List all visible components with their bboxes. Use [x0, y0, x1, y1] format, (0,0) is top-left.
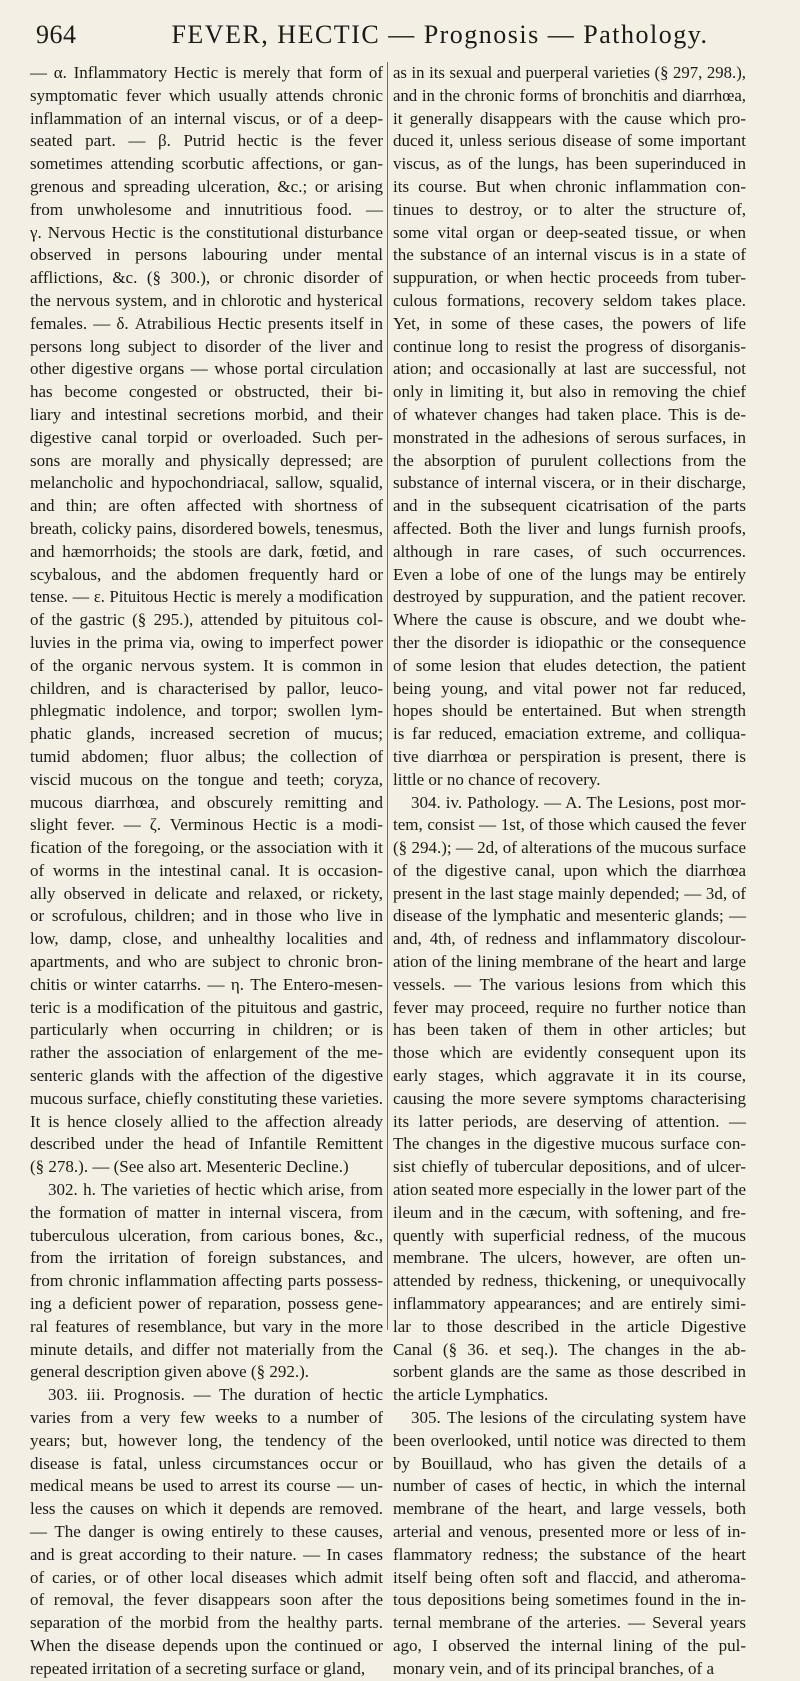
text-line: by Bouillaud, who has given the details of a	[393, 1453, 746, 1473]
text-line: viscid mucous on the tongue and teeth; coryza,	[30, 769, 383, 789]
text-line: females. — δ. Atrabilious Hectic presents itself in	[30, 313, 383, 333]
text-line: the formation of matter in internal viscera, from	[30, 1202, 383, 1222]
text-line: present in the last stage mainly depended; — 3d, of	[393, 883, 746, 903]
text-line: Yet, in some of these cases, the powers of life	[393, 313, 746, 333]
text-line: inflammatory appearances; and are entirely simi-	[393, 1294, 746, 1314]
text-line: symptomatic fever which usually attends chronic	[30, 85, 383, 105]
text-line: minute details, and differ not materially from the	[30, 1339, 383, 1359]
text-line: teric is a modification of the pituitous and gastric,	[30, 997, 383, 1017]
text-line: some vital organ or deep-seated tissue, or when	[393, 222, 746, 242]
text-line: as in its sexual and puerperal varieties (§ 297, 298.),	[393, 63, 746, 82]
text-line: and, 4th, of redness and inflammatory discolour-	[393, 929, 746, 949]
text-line: inflammation of an internal viscus, or of a deep-	[30, 108, 383, 128]
text-line: Canal (§ 36. et seq.). The changes in the ab-	[393, 1339, 746, 1359]
right-text-column	[393, 62, 746, 1678]
text-line: fever may proceed, require no further notice than	[393, 997, 746, 1017]
text-line: breath, colicky pains, disordered bowels, tenesmus,	[30, 518, 383, 538]
text-line: The changes in the digestive mucous surface con-	[393, 1134, 746, 1154]
text-line: persons long subject to disorder of the liver and	[30, 336, 383, 356]
text-line: ther the disorder is idiopathic or the consequence	[393, 632, 746, 652]
text-line: repeated irritation of a secreting surface or gland,	[30, 1658, 366, 1678]
text-line: seated part. — β. Putrid hectic is the fever	[30, 131, 383, 151]
text-line: Even a lobe of one of the lungs may be entirely	[393, 564, 746, 584]
text-line: flammatory redness; the substance of the heart	[393, 1544, 746, 1564]
text-line: apartments, and who are subject to chronic bron-	[30, 952, 383, 972]
text-line: little or no chance of recovery.	[393, 769, 601, 789]
text-line: separation of the morbid from the healthy parts.	[30, 1613, 383, 1633]
text-line: low, damp, close, and unhealthy localities and	[30, 929, 383, 949]
text-line: the absorption of purulent collections from the	[393, 450, 746, 470]
text-line: tense. — ε. Pituitous Hectic is merely a modification	[30, 587, 383, 607]
text-line: sist chiefly of tubercular depositions, and of ulcer-	[393, 1157, 746, 1177]
text-line: (§ 278.). — (See also art. Mesenteric Decline.)	[30, 1157, 349, 1177]
text-line: of the organic nervous system. It is common in	[30, 655, 383, 675]
text-line: disease is fatal, unless circumstances occur or	[30, 1453, 383, 1473]
text-line: mucous diarrhœa, and obscurely remitting and	[30, 792, 383, 812]
text-line: liary and intestinal secretions morbid, and their	[30, 404, 383, 424]
text-line: years; but, however long, the tendency of the	[30, 1430, 383, 1450]
text-line: varies from a very few weeks to a number of	[30, 1408, 383, 1428]
text-line: disease of the lymphatic and mesenteric glands; —	[393, 906, 746, 926]
text-line: has become congested or obstructed, their bi-	[30, 382, 383, 402]
text-line: of whatever changes had taken place. This is de-	[393, 404, 746, 424]
text-line: ileum and in the cæcum, with softening, and fre-	[393, 1202, 746, 1222]
text-line: membrane. The ulcers, however, are often un-	[393, 1248, 746, 1268]
text-line: other digestive organs — whose portal circulation	[30, 359, 383, 379]
text-line: the nervous system, and in chlorotic and hysterical	[30, 290, 383, 310]
text-line: phlegmatic indolence, and torpor; swollen lym-	[30, 701, 383, 721]
text-line: of removal, the fever disappears soon after the	[30, 1590, 383, 1610]
text-line: fication of the foregoing, or the association with it	[30, 838, 383, 858]
text-line: vessels. — The various lesions from which this	[393, 974, 746, 994]
text-line: tinues to destroy, or to alter the structure of,	[393, 199, 746, 219]
text-line: tem, consist — 1st, of those which caused the fever	[393, 815, 746, 835]
page-number: 964	[36, 20, 77, 49]
text-line: from the irritation of foreign substances, and	[30, 1248, 383, 1268]
text-line: ation seated more especially in the lower part of the	[393, 1180, 746, 1200]
text-line: sorbent glands are the same as those described in	[393, 1362, 746, 1382]
text-line: arterial and venous, presented more or less of in-	[393, 1522, 746, 1541]
text-line: those which are evidently consequent upon its	[393, 1043, 746, 1063]
text-line: hopes should be entertained. But when strength	[393, 701, 746, 721]
text-line: of the digestive canal, upon which the diarrhœa	[393, 860, 746, 880]
text-line: luvies in the prima via, owing to imperfect power	[30, 632, 383, 652]
text-line: — α. Inflammatory Hectic is merely that form of	[30, 63, 383, 82]
text-line: ago, I observed the internal lining of the pul-	[393, 1635, 746, 1655]
text-line: although in rare cases, of such occurrences.	[393, 541, 746, 561]
text-line: afflictions, &c. (§ 300.), or chronic disorder of	[30, 268, 383, 288]
text-line: tive diarrhœa or perspiration is present, there is	[393, 746, 746, 766]
page-header	[36, 20, 776, 54]
text-line: tous depositions being sometimes found in the in-	[393, 1590, 746, 1610]
text-line: it generally disappears with the cause which pro-	[393, 108, 746, 128]
text-line: the article Lymphatics.	[393, 1385, 549, 1405]
text-line: It is hence closely allied to the affection already	[30, 1111, 383, 1131]
text-line: grenous and spreading ulceration, &c.; or arising	[30, 176, 383, 196]
text-line: melancholic and hypochondriacal, sallow, squalid,	[30, 473, 383, 493]
text-line: When the disease depends upon the continued or	[30, 1635, 383, 1655]
text-line: sometimes attending scorbutic affections, or gan-	[30, 154, 383, 174]
text-line: itself being often soft and flaccid, and atheroma-	[393, 1567, 746, 1587]
text-line: and in the subsequent cicatrisation of the parts	[393, 496, 746, 516]
text-line: chitis or winter catarrhs. — η. The Entero-mesen-	[30, 974, 383, 994]
text-line: from chronic inflammation affecting parts possess-	[30, 1271, 383, 1291]
text-line: tumid abdomen; fluor albus; the collection of	[30, 746, 383, 766]
text-line: monary vein, and of its principal branches, of a	[393, 1658, 715, 1678]
text-line: the substance of an internal viscus is in a state of	[393, 245, 746, 265]
text-line: general description given above (§ 292.).	[30, 1362, 309, 1382]
text-line: early stages, which aggravate it in its course,	[393, 1066, 746, 1086]
text-line: γ. Nervous Hectic is the constitutional disturbance	[30, 222, 383, 242]
text-line: sons are morally and physically depressed; are	[30, 450, 383, 470]
text-line: tuberculous ulceration, from carious bones, &c.,	[30, 1225, 383, 1245]
text-line: suppuration, or when hectic proceeds from tuber-	[393, 268, 746, 288]
column-divider	[387, 62, 388, 1330]
text-line: lar to those described in the article Digestive	[393, 1316, 746, 1336]
text-line: only in limiting it, but also in removing the chief	[393, 382, 746, 402]
text-line: ation; and occasionally at last are successful, not	[393, 359, 746, 379]
text-line: scybalous, and the abdomen frequently hard or	[30, 564, 383, 584]
text-line: — The danger is owing entirely to these causes,	[30, 1522, 383, 1541]
text-line: causing the more severe symptoms characterising	[393, 1088, 746, 1108]
text-line: viscus, as of the lungs, has been superinduced in	[393, 154, 746, 174]
text-line: senteric glands with the affection of the digestive	[30, 1066, 383, 1086]
text-line: ing a deficient power of reparation, possess gene-	[30, 1294, 383, 1314]
text-line: destroyed by suppuration, and the patient recover.	[393, 587, 746, 607]
text-line: ally observed in delicate and relaxed, or rickety,	[30, 883, 383, 903]
text-line: 303. iii. Prognosis. — The duration of hectic	[48, 1385, 383, 1405]
running-head: FEVER, HECTIC — Prognosis — Pathology.	[171, 20, 709, 49]
text-line: Where the cause is obscure, and we doubt whe-	[393, 610, 746, 630]
text-line: of worms in the intestinal canal. It is occasion-	[30, 860, 383, 880]
text-line: observed in persons labouring under mental	[30, 245, 383, 265]
text-line: less the causes on which it depends are removed.	[30, 1499, 383, 1519]
text-line: affected. Both the liver and lungs furnish proofs,	[393, 518, 746, 538]
text-line: continue long to resist the progress of disorganis-	[393, 336, 746, 356]
text-line: slight fever. — ζ. Verminous Hectic is a modi-	[30, 815, 383, 835]
text-line: its course. But when chronic inflammation con-	[393, 176, 746, 196]
text-line: quently with superficial redness, of the mucous	[393, 1225, 746, 1245]
text-line: 305. The lesions of the circulating system have	[411, 1408, 746, 1428]
text-line: of the gastric (§ 295.), attended by pituitous col-	[30, 610, 383, 630]
text-line: mucous surface, chiefly constituting these varieties.	[30, 1088, 383, 1108]
text-line: duced it, unless serious disease of some important	[393, 131, 746, 151]
text-line: 304. iv. Pathology. — A. The Lesions, post mor-	[411, 792, 746, 812]
text-line: 302. h. The varieties of hectic which arise, from	[48, 1180, 383, 1200]
left-text-column	[30, 62, 383, 1678]
text-line: has been taken of them in other articles; but	[393, 1020, 746, 1040]
text-line: and hæmorrhoids; the stools are dark, fœtid, and	[30, 541, 383, 561]
text-line: digestive canal torpid or overloaded. Such per-	[30, 427, 383, 447]
text-line: number of cases of hectic, in which the internal	[393, 1476, 746, 1496]
text-line: attended by redness, thickening, or unequivocally	[393, 1271, 746, 1291]
text-line: is far reduced, emaciation extreme, and colliqua-	[393, 724, 746, 744]
text-line: children, and is characterised by pallor, leuco-	[30, 678, 383, 698]
text-line: ral features of resemblance, but vary in the more	[30, 1316, 383, 1336]
text-line: and in the chronic forms of bronchitis and diarrhœa,	[393, 85, 746, 105]
text-line: ation of the lining membrane of the heart and large	[393, 952, 746, 972]
text-line: culous formations, recovery seldom takes place.	[393, 290, 746, 310]
text-line: been overlooked, until notice was directed to them	[393, 1430, 746, 1450]
text-line: from unwholesome and innutritious food. —	[30, 199, 383, 219]
text-line: being young, and vital power not far reduced,	[393, 678, 746, 698]
text-line: substance of internal viscera, or in their discharge,	[393, 473, 746, 493]
text-line: medical means be used to arrest its course — un-	[30, 1476, 383, 1496]
text-line: rather the association of enlargement of the me-	[30, 1043, 383, 1063]
text-line: ternal membrane of the arteries. — Several years	[393, 1613, 746, 1633]
text-line: its latter periods, are deserving of attention. —	[393, 1111, 746, 1131]
text-line: or scrofulous, children; and in those who live in	[30, 906, 383, 926]
text-line: phatic glands, increased secretion of mucus;	[30, 724, 383, 744]
text-line: monstrated in the adhesions of serous surfaces, in	[393, 427, 746, 447]
text-line: membrane of the heart, and large vessels, both	[393, 1499, 746, 1519]
text-line: and thin; are often affected with shortness of	[30, 496, 383, 516]
text-line: particularly when occurring in children; or is	[30, 1020, 383, 1040]
text-line: described under the head of Infantile Remittent	[30, 1134, 383, 1154]
text-line: of caries, or of other local diseases which admit	[30, 1567, 383, 1587]
text-line: (§ 294.); — 2d, of alterations of the mucous surface	[393, 838, 746, 858]
text-line: and is great according to their nature. — In cases	[30, 1544, 383, 1564]
text-line: of some lesion that eludes detection, the patient	[393, 655, 746, 675]
